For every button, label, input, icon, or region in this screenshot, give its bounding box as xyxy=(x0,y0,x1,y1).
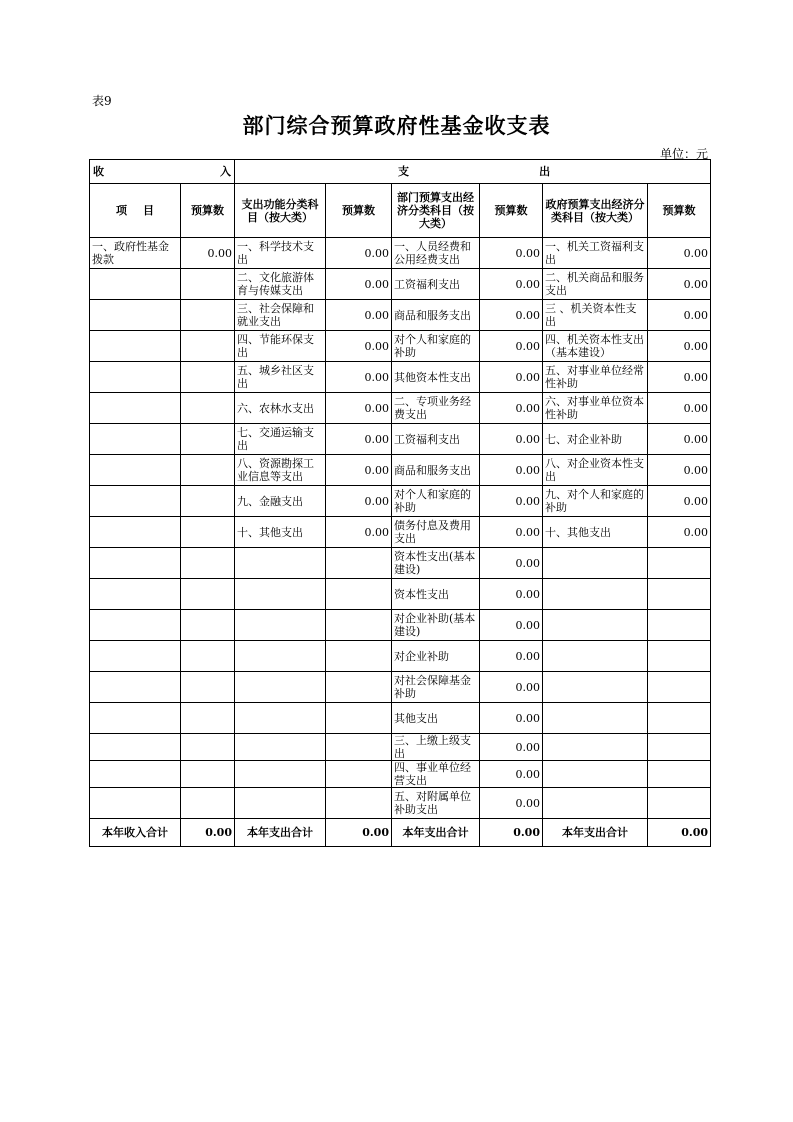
dept-economic-amount: 0.00 xyxy=(480,269,543,300)
dept-economic-item: 其他支出 xyxy=(392,703,480,734)
dept-economic-amount: 0.00 xyxy=(480,238,543,269)
functional-amount: 0.00 xyxy=(326,455,392,486)
income-amount xyxy=(181,734,235,761)
functional-item: 六、农林水支出 xyxy=(235,393,326,424)
income-item xyxy=(90,269,181,300)
income-amount xyxy=(181,703,235,734)
table-row xyxy=(90,610,711,641)
table-row xyxy=(90,238,711,269)
table-row xyxy=(90,455,711,486)
dept-economic-item: 工资福利支出 xyxy=(392,269,480,300)
table-row xyxy=(90,579,711,610)
dept-economic-amount: 0.00 xyxy=(480,331,543,362)
gov-economic-amount: 0.00 xyxy=(648,362,711,393)
dept-economic-amount: 0.00 xyxy=(480,393,543,424)
income-amount xyxy=(181,300,235,331)
dept-economic-item: 工资福利支出 xyxy=(392,424,480,455)
gov-economic-item: 一、机关工资福利支出 xyxy=(543,238,648,269)
income-amount xyxy=(181,393,235,424)
budget-table xyxy=(89,159,711,847)
dept-economic-amount: 0.00 xyxy=(480,517,543,548)
dept-economic-item: 对企业补助 xyxy=(392,641,480,672)
dept-economic-amount: 0.00 xyxy=(480,362,543,393)
functional-amount xyxy=(326,788,392,819)
gov-economic-item xyxy=(543,734,648,761)
gov-economic-amount: 0.00 xyxy=(648,269,711,300)
header-budget-gov: 预算数 xyxy=(648,184,711,238)
income-item xyxy=(90,641,181,672)
income-amount xyxy=(181,517,235,548)
income-item xyxy=(90,579,181,610)
dept-economic-item: 三、上缴上级支出 xyxy=(392,734,480,761)
header-budget-dept: 预算数 xyxy=(480,184,543,238)
income-amount xyxy=(181,761,235,788)
gov-economic-amount xyxy=(648,734,711,761)
gov-economic-item: 四、机关资本性支出（基本建设） xyxy=(543,331,648,362)
functional-amount xyxy=(326,579,392,610)
functional-item: 五、城乡社区支出 xyxy=(235,362,326,393)
gov-economic-amount xyxy=(648,579,711,610)
dept-economic-amount: 0.00 xyxy=(480,300,543,331)
functional-amount: 0.00 xyxy=(326,517,392,548)
income-item xyxy=(90,424,181,455)
table-row xyxy=(90,300,711,331)
functional-item: 八、资源勘探工业信息等支出 xyxy=(235,455,326,486)
dept-economic-amount: 0.00 xyxy=(480,672,543,703)
functional-amount: 0.00 xyxy=(326,393,392,424)
header-dept-economic: 部门预算支出经济分类科目（按大类） xyxy=(392,184,480,238)
functional-amount xyxy=(326,703,392,734)
table-row xyxy=(90,672,711,703)
sheet-number: 表9 xyxy=(92,94,112,108)
gov-economic-amount: 0.00 xyxy=(648,517,711,548)
dept-economic-item: 五、对附属单位补助支出 xyxy=(392,788,480,819)
dept-economic-amount: 0.00 xyxy=(480,761,543,788)
gov-economic-item xyxy=(543,761,648,788)
income-item xyxy=(90,672,181,703)
table-row xyxy=(90,486,711,517)
table-row xyxy=(90,734,711,761)
dept-total-amount: 0.00 xyxy=(480,819,543,847)
gov-economic-item: 十、其他支出 xyxy=(543,517,648,548)
table-row xyxy=(90,424,711,455)
income-amount xyxy=(181,269,235,300)
gov-economic-amount: 0.00 xyxy=(648,455,711,486)
dept-economic-item: 对个人和家庭的补助 xyxy=(392,486,480,517)
dept-economic-item: 一、人员经费和公用经费支出 xyxy=(392,238,480,269)
header-item xyxy=(90,184,181,238)
gov-economic-amount xyxy=(648,641,711,672)
table-row xyxy=(90,788,711,819)
header-functional: 支出功能分类科目（按大类） xyxy=(235,184,326,238)
dept-economic-item: 商品和服务支出 xyxy=(392,300,480,331)
gov-economic-item: 八、对企业资本性支出 xyxy=(543,455,648,486)
dept-economic-amount: 0.00 xyxy=(480,486,543,517)
income-item xyxy=(90,455,181,486)
functional-amount: 0.00 xyxy=(326,362,392,393)
header-gov-economic: 政府预算支出经济分类科目（按大类） xyxy=(543,184,648,238)
income-amount xyxy=(181,455,235,486)
functional-amount: 0.00 xyxy=(326,300,392,331)
gov-economic-item: 二、机关商品和服务支出 xyxy=(543,269,648,300)
gov-economic-amount xyxy=(648,788,711,819)
gov-economic-amount xyxy=(648,672,711,703)
income-total-amount: 0.00 xyxy=(181,819,235,847)
expense-section-left: 支 xyxy=(398,165,409,178)
income-amount xyxy=(181,672,235,703)
expense-section-right: 出 xyxy=(539,165,551,178)
functional-item xyxy=(235,610,326,641)
gov-economic-amount xyxy=(648,703,711,734)
dept-economic-item: 商品和服务支出 xyxy=(392,455,480,486)
dept-total-label: 本年支出合计 xyxy=(392,819,480,847)
gov-economic-amount xyxy=(648,610,711,641)
income-item: 一、政府性基金拨款 xyxy=(90,238,181,269)
functional-amount xyxy=(326,734,392,761)
header-budget-income: 预算数 xyxy=(181,184,235,238)
dept-economic-item: 资本性支出 xyxy=(392,579,480,610)
gov-economic-amount xyxy=(648,548,711,579)
functional-item: 十、其他支出 xyxy=(235,517,326,548)
gov-economic-amount: 0.00 xyxy=(648,393,711,424)
gov-economic-item xyxy=(543,788,648,819)
functional-amount: 0.00 xyxy=(326,424,392,455)
header-budget-functional: 预算数 xyxy=(326,184,392,238)
expense-section-header xyxy=(235,160,711,184)
income-item xyxy=(90,362,181,393)
table-row xyxy=(90,393,711,424)
table-row xyxy=(90,517,711,548)
gov-economic-item xyxy=(543,610,648,641)
income-amount xyxy=(181,610,235,641)
functional-total-label: 本年支出合计 xyxy=(235,819,326,847)
gov-economic-item: 六、对事业单位资本性补助 xyxy=(543,393,648,424)
gov-economic-item: 九、对个人和家庭的补助 xyxy=(543,486,648,517)
gov-economic-item xyxy=(543,548,648,579)
functional-total-amount: 0.00 xyxy=(326,819,392,847)
income-section-right: 入 xyxy=(220,165,231,178)
dept-economic-item: 二、专项业务经费支出 xyxy=(392,393,480,424)
header-item-b: 目 xyxy=(143,204,154,217)
dept-economic-item: 对企业补助(基本建设) xyxy=(392,610,480,641)
income-total-label: 本年收入合计 xyxy=(90,819,181,847)
functional-item: 四、节能环保支出 xyxy=(235,331,326,362)
dept-economic-amount: 0.00 xyxy=(480,455,543,486)
dept-economic-amount: 0.00 xyxy=(480,788,543,819)
gov-economic-amount: 0.00 xyxy=(648,300,711,331)
income-amount xyxy=(181,641,235,672)
income-item xyxy=(90,703,181,734)
gov-economic-amount: 0.00 xyxy=(648,424,711,455)
dept-economic-amount: 0.00 xyxy=(480,703,543,734)
income-item xyxy=(90,548,181,579)
income-amount xyxy=(181,788,235,819)
functional-amount xyxy=(326,641,392,672)
income-item xyxy=(90,486,181,517)
gov-total-label: 本年支出合计 xyxy=(543,819,648,847)
dept-economic-amount: 0.00 xyxy=(480,734,543,761)
income-amount: 0.00 xyxy=(181,238,235,269)
income-amount xyxy=(181,579,235,610)
functional-amount: 0.00 xyxy=(326,331,392,362)
functional-item xyxy=(235,579,326,610)
functional-amount: 0.00 xyxy=(326,269,392,300)
dept-economic-item: 四、事业单位经营支出 xyxy=(392,761,480,788)
functional-item xyxy=(235,734,326,761)
page-title: 部门综合预算政府性基金收支表 xyxy=(242,113,551,138)
table-row xyxy=(90,331,711,362)
dept-economic-item: 对个人和家庭的补助 xyxy=(392,331,480,362)
income-amount xyxy=(181,362,235,393)
dept-economic-amount: 0.00 xyxy=(480,579,543,610)
gov-economic-item xyxy=(543,672,648,703)
dept-economic-amount: 0.00 xyxy=(480,424,543,455)
gov-economic-amount: 0.00 xyxy=(648,331,711,362)
gov-economic-item xyxy=(543,641,648,672)
header-item-a: 项 xyxy=(116,204,127,217)
income-item xyxy=(90,331,181,362)
totals-row xyxy=(90,819,711,847)
income-section-header xyxy=(90,160,235,184)
dept-economic-item: 债务付息及费用支出 xyxy=(392,517,480,548)
functional-item: 三、社会保障和就业支出 xyxy=(235,300,326,331)
functional-item: 二、文化旅游体育与传媒支出 xyxy=(235,269,326,300)
gov-economic-item xyxy=(543,703,648,734)
income-item xyxy=(90,761,181,788)
functional-item xyxy=(235,548,326,579)
dept-economic-item: 对社会保障基金补助 xyxy=(392,672,480,703)
dept-economic-item: 其他资本性支出 xyxy=(392,362,480,393)
income-item xyxy=(90,300,181,331)
gov-economic-item: 五、对事业单位经常性补助 xyxy=(543,362,648,393)
functional-amount xyxy=(326,761,392,788)
table-row xyxy=(90,269,711,300)
functional-item xyxy=(235,788,326,819)
table-row xyxy=(90,703,711,734)
income-amount xyxy=(181,331,235,362)
income-item xyxy=(90,610,181,641)
income-section-left: 收 xyxy=(93,165,104,178)
functional-item xyxy=(235,761,326,788)
functional-item xyxy=(235,703,326,734)
gov-economic-amount: 0.00 xyxy=(648,238,711,269)
income-amount xyxy=(181,424,235,455)
functional-item xyxy=(235,672,326,703)
income-amount xyxy=(181,486,235,517)
gov-economic-item: 三 、机关资本性支出 xyxy=(543,300,648,331)
unit-label: 单位：元 xyxy=(659,147,708,161)
income-amount xyxy=(181,548,235,579)
functional-amount xyxy=(326,672,392,703)
dept-economic-item: 资本性支出(基本建设) xyxy=(392,548,480,579)
functional-item: 九、金融支出 xyxy=(235,486,326,517)
table-row xyxy=(90,641,711,672)
gov-economic-item: 七、对企业补助 xyxy=(543,424,648,455)
column-header-row xyxy=(90,184,711,238)
table-row xyxy=(90,761,711,788)
functional-amount: 0.00 xyxy=(326,486,392,517)
functional-item: 一、科学技术支出 xyxy=(235,238,326,269)
table-row xyxy=(90,362,711,393)
gov-economic-amount xyxy=(648,761,711,788)
dept-economic-amount: 0.00 xyxy=(480,641,543,672)
income-item xyxy=(90,517,181,548)
table-row xyxy=(90,548,711,579)
functional-amount xyxy=(326,548,392,579)
functional-amount xyxy=(326,610,392,641)
gov-total-amount: 0.00 xyxy=(648,819,711,847)
income-item xyxy=(90,393,181,424)
functional-item xyxy=(235,641,326,672)
income-item xyxy=(90,788,181,819)
gov-economic-item xyxy=(543,579,648,610)
functional-amount: 0.00 xyxy=(326,238,392,269)
dept-economic-amount: 0.00 xyxy=(480,548,543,579)
income-item xyxy=(90,734,181,761)
gov-economic-amount: 0.00 xyxy=(648,486,711,517)
functional-item: 七、交通运输支出 xyxy=(235,424,326,455)
section-header-row xyxy=(90,160,711,184)
dept-economic-amount: 0.00 xyxy=(480,610,543,641)
